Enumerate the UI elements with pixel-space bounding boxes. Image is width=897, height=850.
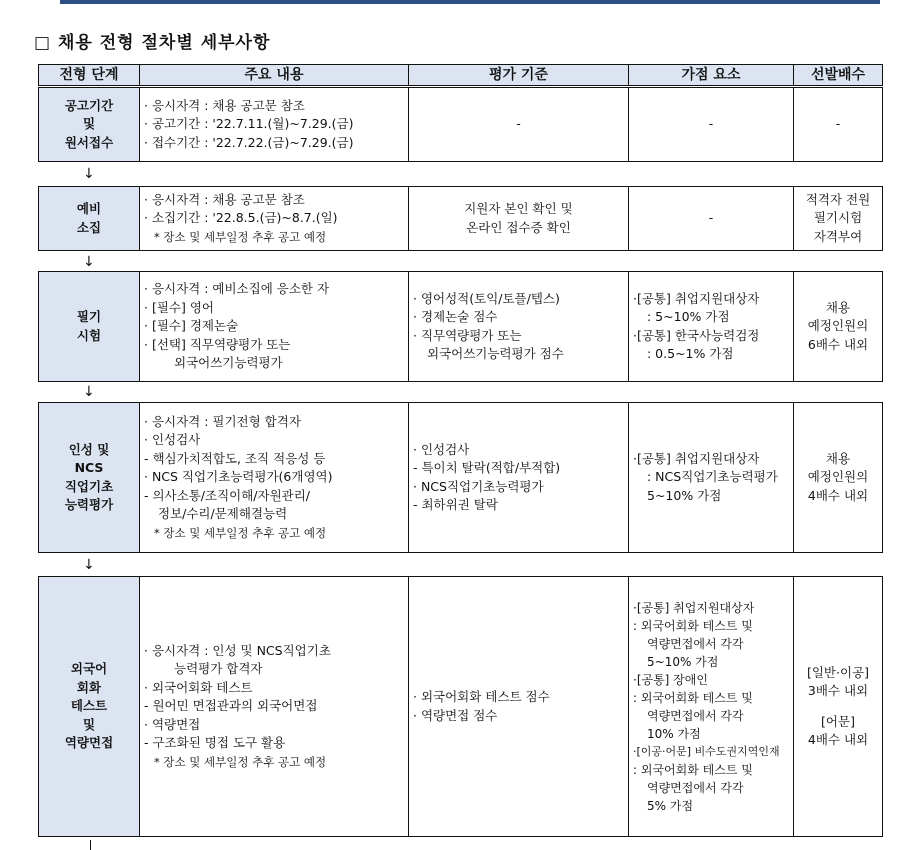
multiple-line: 자격부여: [813, 228, 863, 244]
stage-name-line: 직업기초: [64, 478, 114, 494]
header-content: 주요 내용: [140, 65, 409, 86]
bonus-line: ·[공통] 취업지원대상자: [633, 290, 760, 306]
stage-name-line: 공고기간: [64, 97, 114, 113]
header-bonus: 가점 요소: [629, 65, 794, 86]
content-note: * 장소 및 세부일정 추후 공고 예정: [154, 754, 327, 769]
bonus-cell: [629, 403, 794, 553]
content-cell: [140, 272, 409, 382]
stage-table-3: [38, 271, 883, 382]
content-cell: [140, 187, 409, 251]
criteria-line: - 최하위권 탈락: [413, 497, 498, 512]
stage-name-line: 예비: [76, 201, 102, 216]
multiple-line: [일반·이공]: [806, 664, 870, 680]
arrow-down-icon: ↓: [83, 166, 95, 182]
criteria-cell: [409, 403, 629, 553]
content-cell: [140, 403, 409, 553]
multiple-line: 예정인원의: [807, 469, 869, 485]
content-line: · 응시자격 : 예비소집에 응소한 자: [144, 281, 330, 297]
content-line: · 응시자격 : 인성 및 NCS직업기초: [144, 642, 331, 658]
stage-name-line: 능력평가: [64, 497, 114, 512]
content-line: 외국어쓰기능력평가: [174, 355, 283, 371]
header-criteria: 평가 기준: [409, 65, 629, 86]
criteria-line: · 외국어회화 테스트 점수: [413, 689, 550, 704]
bonus-cell: -: [629, 187, 794, 251]
content-line: - 구조화된 명접 도구 활용: [144, 735, 286, 751]
content-line: · [필수] 영어: [144, 299, 214, 315]
multiple-line: 필기시험: [813, 210, 863, 226]
stage-name-line: 및: [82, 716, 96, 732]
stage-name-written: [39, 272, 140, 382]
stage-name-line: NCS: [74, 460, 104, 475]
criteria-cell: [409, 187, 629, 251]
content-line: · [필수] 경제논술: [144, 318, 239, 334]
content-line: - 의사소통/조직이해/자원관리/: [144, 487, 311, 503]
content-note: * 장소 및 세부일정 추후 공고 예정: [154, 229, 327, 244]
bonus-cell: -: [629, 88, 794, 162]
stage-name-line: 회화: [76, 679, 102, 695]
content-line: - 원어민 면접관과의 외국어면접: [144, 698, 318, 714]
stage-table-2: [38, 186, 883, 251]
bonus-line: ·[공통] 취업지원대상자: [633, 600, 755, 615]
multiple-line: 적격자 전원: [805, 191, 871, 207]
stage-name-line: 인성 및: [68, 441, 110, 457]
bonus-line: 역량면접에서 각각: [647, 708, 744, 723]
content-line: · 인성검사: [144, 432, 201, 448]
stage-name-line: 외국어: [70, 661, 108, 677]
criteria-line: · 직무역량평가 또는: [413, 327, 522, 343]
bonus-cell: [629, 272, 794, 382]
bonus-line: : 외국어회화 테스트 및: [633, 762, 753, 777]
stage-name-line: 원서접수: [64, 134, 114, 150]
content-line: · 공고기간 : '22.7.11.(월)~7.29.(금): [144, 116, 354, 132]
criteria-cell: -: [409, 88, 629, 162]
stage-name-line: 소집: [76, 219, 102, 235]
multiple-cell: [794, 272, 883, 382]
multiple-cell: [794, 187, 883, 251]
bonus-line: 5% 가점: [647, 798, 694, 813]
content-line: - 핵심가치적합도, 조직 적응성 등: [144, 450, 326, 466]
criteria-cell: [409, 272, 629, 382]
bonus-line: : NCS직업기초능력평가: [647, 469, 778, 485]
criteria-line: · NCS직업기초능력평가: [413, 478, 544, 494]
multiple-cell: -: [794, 88, 883, 162]
content-line: · 역량면접: [144, 716, 201, 732]
stage-table-1: [38, 87, 883, 162]
header-multiple: 선발배수: [794, 65, 883, 86]
stage-name-line: 및: [82, 116, 96, 132]
content-line: 정보/수리/문제해결능력: [158, 506, 288, 522]
stage-name-preliminary: [39, 187, 140, 251]
content-line: · [선택] 직무역량평가 또는: [144, 336, 291, 352]
content-line: · 응시자격 : 채용 공고문 참조: [144, 191, 305, 207]
spacer: [798, 701, 878, 713]
content-line: · NCS 직업기초능력평가(6개영역): [144, 469, 333, 485]
bonus-line: : 0.5~1% 가점: [647, 346, 734, 361]
multiple-line: [어문]: [821, 713, 855, 729]
header-table: [38, 64, 883, 86]
content-line: · 접수기간 : '22.7.22.(금)~7.29.(금): [144, 134, 354, 150]
arrow-down-icon: ↓: [83, 384, 95, 400]
content-cell: [140, 577, 409, 837]
stage-table-4: [38, 402, 883, 553]
bonus-line: : 외국어회화 테스트 및: [633, 618, 753, 633]
content-line: · 외국어회화 테스트: [144, 679, 253, 695]
bonus-line: ·[이공·어문] 비수도권지역인재: [633, 744, 780, 758]
multiple-line: 6배수 내외: [807, 336, 869, 352]
content-line: · 소집기간 : '22.8.5.(금)~8.7.(일): [144, 210, 338, 226]
criteria-line: 온라인 접수증 확인: [466, 219, 571, 235]
content-line: 능력평가 합격자: [174, 661, 263, 677]
bonus-line: ·[공통] 장애인: [633, 672, 708, 687]
bonus-line: ·[공통] 한국사능력검정: [633, 327, 760, 343]
bonus-line: 5~10% 가점: [647, 487, 722, 503]
stage-name-line: 필기: [76, 309, 102, 324]
multiple-line: 채용: [825, 450, 851, 466]
content-note: * 장소 및 세부일정 추후 공고 예정: [154, 525, 327, 540]
bonus-cell: [629, 577, 794, 837]
stage-table-5: [38, 576, 883, 837]
multiple-cell: [794, 403, 883, 553]
stage-name-line: 시험: [76, 327, 102, 343]
criteria-line: · 인성검사: [413, 441, 470, 457]
bonus-line: ·[공통] 취업지원대상자: [633, 450, 760, 466]
criteria-cell: [409, 577, 629, 837]
content-line: · 응시자격 : 필기전형 합격자: [144, 413, 301, 429]
criteria-line: · 경제논술 점수: [413, 309, 498, 324]
page-title: □ 채용 전형 절차별 세부사항: [34, 33, 271, 53]
bonus-line: 역량면접에서 각각: [647, 636, 744, 651]
multiple-line: 3배수 내외: [807, 683, 869, 698]
multiple-line: 4배수 내외: [807, 732, 869, 747]
content-cell: [140, 88, 409, 162]
multiple-cell: [794, 577, 883, 837]
stage-name-line: 테스트: [70, 698, 108, 714]
stage-name-ncs: [39, 403, 140, 553]
criteria-line: · 영어성적(토익/토플/텝스): [413, 290, 560, 306]
arrow-down-icon: ↓: [83, 254, 95, 270]
multiple-line: 예정인원의: [807, 318, 869, 334]
multiple-line: 채용: [825, 299, 851, 315]
criteria-line: 지원자 본인 확인 및: [464, 201, 573, 216]
stage-name-line: 역량면접: [64, 735, 114, 751]
stage-name-announcement: [39, 88, 140, 162]
bonus-line: : 외국어회화 테스트 및: [633, 690, 753, 705]
stage-name-interview: [39, 577, 140, 837]
criteria-line: - 특이치 탈락(적합/부적합): [413, 460, 561, 475]
connector-line: [90, 840, 91, 850]
criteria-line: 외국어쓰기능력평가 점수: [427, 346, 564, 361]
arrow-down-icon: ↓: [83, 557, 95, 573]
bonus-line: 10% 가점: [647, 726, 701, 741]
header-stage: 전형 단계: [39, 65, 140, 86]
top-rule: [60, 0, 880, 4]
bonus-line: 5~10% 가점: [647, 654, 719, 669]
multiple-line: 4배수 내외: [807, 487, 869, 503]
content-line: · 응시자격 : 채용 공고문 참조: [144, 97, 305, 113]
bonus-line: 역량면접에서 각각: [647, 780, 744, 795]
bonus-line: : 5~10% 가점: [647, 309, 730, 324]
criteria-line: · 역량면접 점수: [413, 707, 498, 723]
